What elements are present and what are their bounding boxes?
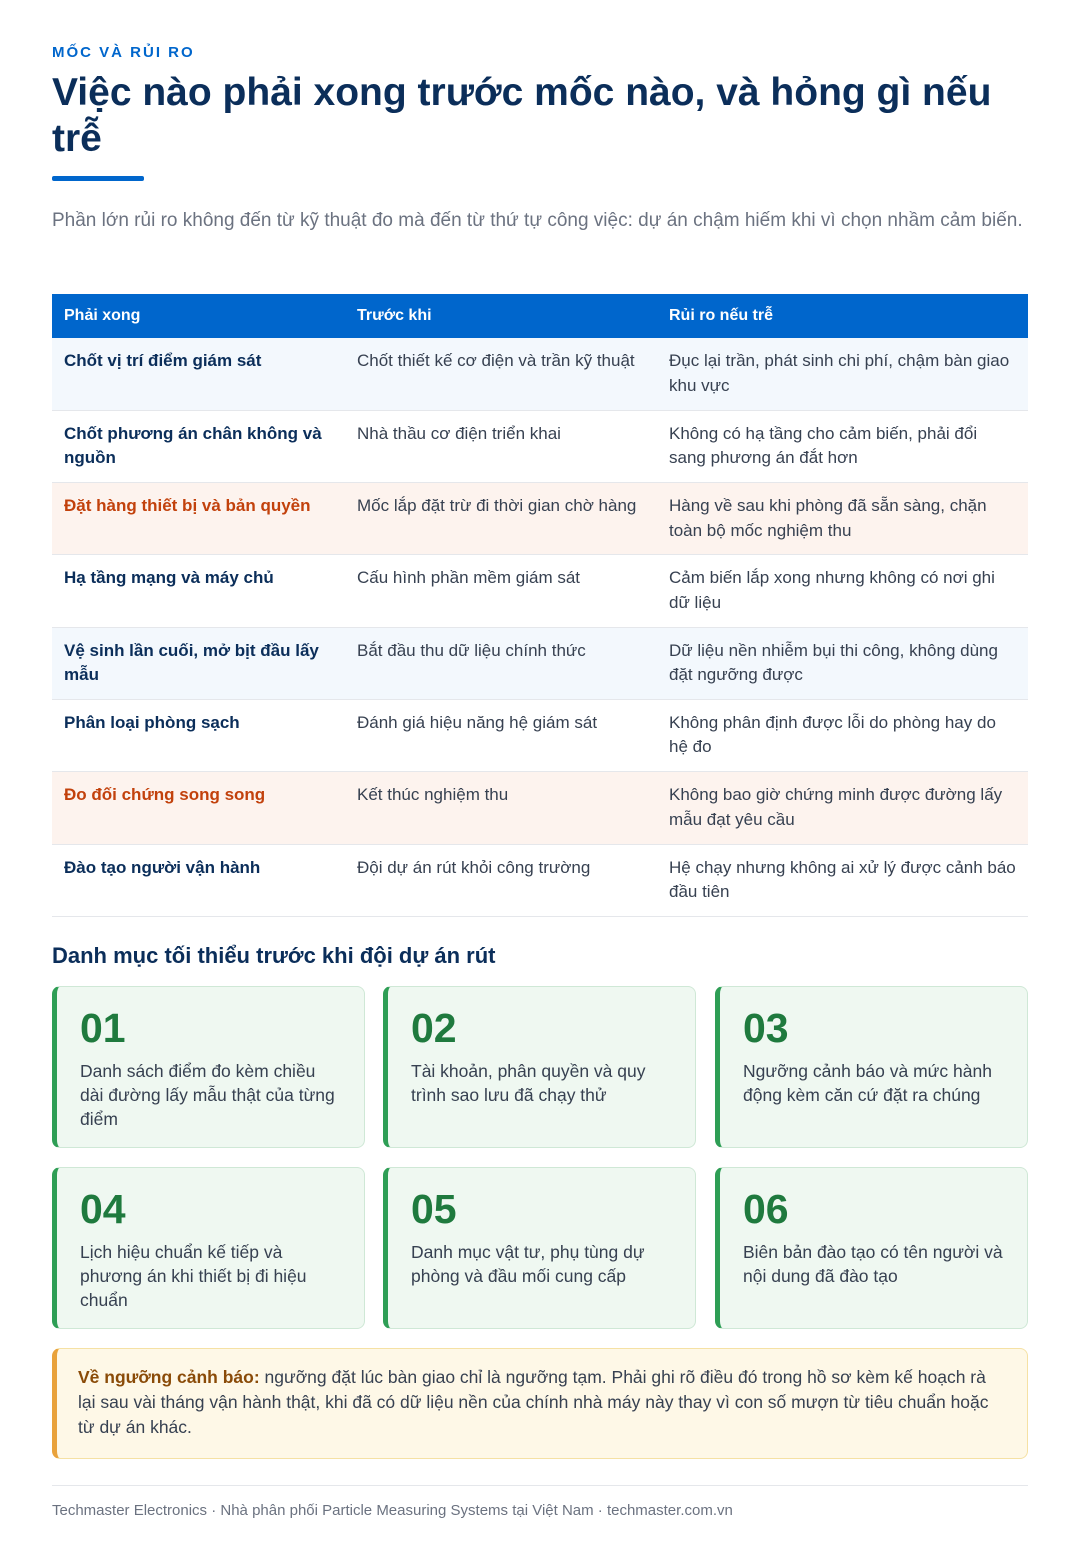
checklist-card <box>52 986 365 1148</box>
card-number: 04 <box>80 1186 126 1232</box>
risk-cell: Cảm biến lắp xong nhưng không có nơi ghi dữ liệu <box>657 555 1028 627</box>
table-row <box>52 338 1028 410</box>
risk-cell: Hệ chạy nhưng không ai xử lý được cảnh báo đầu tiên <box>657 844 1028 916</box>
card-text: Biên bản đào tạo có tên người và nội dung đã đào tạo <box>743 1242 1003 1286</box>
risk-cell: Không phân định được lỗi do phòng hay do hệ đo <box>657 699 1028 771</box>
column-header-task: Phải xong <box>52 294 345 338</box>
checklist-card <box>383 1167 696 1329</box>
lead-paragraph: Phần lớn rủi ro không đến từ kỹ thuật đo mà đến từ thứ tự công việc: dự án chậm hiếm khi vì chọn nhầm cảm biến. <box>52 210 1023 231</box>
table-row <box>52 555 1028 627</box>
task-cell: Đo đối chứng song song <box>52 772 345 844</box>
table-row-critical <box>52 483 1028 555</box>
card-number: 03 <box>743 1005 789 1051</box>
eyebrow-label: MỐC VÀ RỦI RO <box>52 44 195 61</box>
card-text: Lịch hiệu chuẩn kế tiếp và phương án khi thiết bị đi hiệu chuẩn <box>80 1242 307 1310</box>
task-cell: Hạ tầng mạng và máy chủ <box>52 555 345 627</box>
checklist-card <box>383 986 696 1148</box>
task-cell: Phân loại phòng sạch <box>52 699 345 771</box>
risk-cell: Đục lại trần, phát sinh chi phí, chậm bàn giao khu vực <box>657 338 1028 410</box>
threshold-note <box>52 1348 1028 1459</box>
risk-cell: Dữ liệu nền nhiễm bụi thi công, không dùng đặt ngưỡng được <box>657 627 1028 699</box>
risk-cell: Không bao giờ chứng minh được đường lấy mẫu đạt yêu cầu <box>657 772 1028 844</box>
checklist-card <box>715 1167 1028 1329</box>
table-header-row <box>52 294 1028 338</box>
table-row <box>52 410 1028 482</box>
column-header-before: Trước khi <box>345 294 657 338</box>
before-cell: Mốc lắp đặt trừ đi thời gian chờ hàng <box>345 483 657 555</box>
task-cell: Đặt hàng thiết bị và bản quyền <box>52 483 345 555</box>
risk-cell: Hàng về sau khi phòng đã sẵn sàng, chặn toàn bộ mốc nghiệm thu <box>657 483 1028 555</box>
task-cell: Chốt phương án chân không và nguồn <box>52 410 345 482</box>
task-cell: Đào tạo người vận hành <box>52 844 345 916</box>
table-row <box>52 627 1028 699</box>
note-label: Về ngưỡng cảnh báo: <box>78 1367 260 1387</box>
title-underline <box>52 176 144 181</box>
checklist-card <box>715 986 1028 1148</box>
milestone-table <box>52 294 1028 917</box>
card-text: Danh sách điểm đo kèm chiều dài đường lấy mẫu thật của từng điểm <box>80 1061 335 1129</box>
task-cell: Vệ sinh lần cuối, mở bịt đầu lấy mẫu <box>52 627 345 699</box>
before-cell: Đội dự án rút khỏi công trường <box>345 844 657 916</box>
before-cell: Đánh giá hiệu năng hệ giám sát <box>345 699 657 771</box>
card-number: 02 <box>411 1005 457 1051</box>
column-header-risk: Rủi ro nếu trễ <box>657 294 1028 338</box>
note-text: ngưỡng đặt lúc bàn giao chỉ là ngưỡng tạm. Phải ghi rõ điều đó trong hồ sơ kèm kế hoạch rà lại sau vài tháng vận hành thật, khi đã có dữ liệu nền của chính nhà máy này thay vì con số mượn từ tiêu chuẩn hoặc từ dự án khác. <box>78 1367 989 1437</box>
before-cell: Bắt đầu thu dữ liệu chính thức <box>345 627 657 699</box>
checklist-card <box>52 1167 365 1329</box>
footer-divider <box>52 1485 1028 1486</box>
page-title: Việc nào phải xong trước mốc nào, và hỏng gì nếu trễ <box>52 71 992 160</box>
before-cell: Kết thúc nghiệm thu <box>345 772 657 844</box>
card-text: Tài khoản, phân quyền và quy trình sao lưu đã chạy thử <box>411 1061 646 1105</box>
before-cell: Chốt thiết kế cơ điện và trần kỹ thuật <box>345 338 657 410</box>
card-text: Ngưỡng cảnh báo và mức hành động kèm căn cứ đặt ra chúng <box>743 1061 992 1105</box>
before-cell: Nhà thầu cơ điện triển khai <box>345 410 657 482</box>
checklist-title: Danh mục tối thiểu trước khi đội dự án rút <box>52 943 496 968</box>
risk-cell: Không có hạ tầng cho cảm biến, phải đổi sang phương án đắt hơn <box>657 410 1028 482</box>
task-cell: Chốt vị trí điểm giám sát <box>52 338 345 410</box>
table-row <box>52 844 1028 916</box>
card-text: Danh mục vật tư, phụ tùng dự phòng và đầu mối cung cấp <box>411 1242 645 1286</box>
table-row-critical <box>52 772 1028 844</box>
before-cell: Cấu hình phần mềm giám sát <box>345 555 657 627</box>
table-row <box>52 699 1028 771</box>
card-number: 06 <box>743 1186 789 1232</box>
footer-text: Techmaster Electronics · Nhà phân phối Particle Measuring Systems tại Việt Nam · techmaster.com.vn <box>52 1502 733 1519</box>
card-number: 05 <box>411 1186 457 1232</box>
card-number: 01 <box>80 1005 126 1051</box>
